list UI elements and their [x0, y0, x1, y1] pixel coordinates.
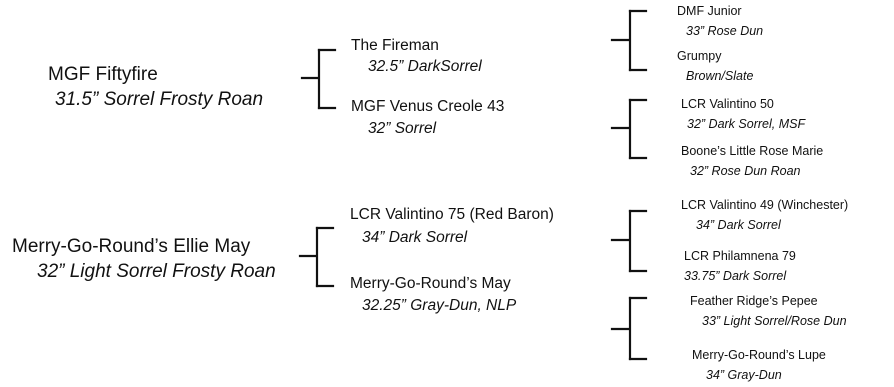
dam-sire-sire-desc: 34” Dark Sorrel	[696, 218, 781, 232]
bracket-merry-go-rounds-may	[612, 298, 646, 359]
sire-dam-name: MGF Venus Creole 43	[351, 98, 505, 115]
dam-sire-sire-name: LCR Valintino 49 (Winchester)	[681, 198, 849, 212]
sire-sire-sire-desc: 33” Rose Dun	[686, 24, 764, 38]
dam-sire-dam-desc: 33.75” Dark Sorrel	[684, 269, 787, 283]
dam-desc: 32” Light Sorrel Frosty Roan	[37, 261, 276, 282]
dam-dam-sire-desc: 33” Light Sorrel/Rose Dun	[702, 314, 847, 328]
bracket-valintino-75	[612, 211, 646, 271]
dam-dam-sire-name: Feather Ridge’s Pepee	[690, 294, 818, 308]
dam-dam-name: Merry-Go-Round’s May	[350, 275, 511, 292]
dam-dam-dam-desc: 34” Gray-Dun	[706, 368, 782, 382]
sire-dam-dam-name: Boone’s Little Rose Marie	[681, 144, 824, 158]
sire-dam-desc: 32” Sorrel	[368, 120, 437, 137]
dam-sire-name: LCR Valintino 75 (Red Baron)	[350, 206, 554, 223]
bracket-dam-line	[300, 228, 333, 286]
sire-sire-name: The Fireman	[351, 37, 439, 54]
sire-dam-sire-name: LCR Valintino 50	[681, 97, 774, 111]
sire-name: MGF Fiftyfire	[48, 64, 158, 85]
dam-sire-dam-name: LCR Philamnena 79	[684, 249, 796, 263]
sire-dam-dam-desc: 32” Rose Dun Roan	[690, 164, 801, 178]
dam-name: Merry-Go-Round’s Ellie May	[12, 236, 251, 257]
dam-sire-desc: 34” Dark Sorrel	[362, 229, 468, 246]
bracket-sire-line	[302, 50, 335, 108]
dam-dam-desc: 32.25” Gray-Dun, NLP	[362, 297, 517, 314]
sire-desc: 31.5” Sorrel Frosty Roan	[55, 89, 264, 110]
bracket-the-fireman	[612, 11, 646, 70]
sire-sire-dam-desc: Brown/Slate	[686, 69, 754, 83]
dam-dam-dam-name: Merry-Go-Round’s Lupe	[692, 348, 826, 362]
sire-dam-sire-desc: 32” Dark Sorrel, MSF	[687, 117, 806, 131]
sire-sire-sire-name: DMF Junior	[677, 4, 742, 18]
sire-sire-desc: 32.5” DarkSorrel	[368, 58, 482, 75]
sire-sire-dam-name: Grumpy	[677, 49, 722, 63]
bracket-venus-creole	[612, 100, 646, 158]
